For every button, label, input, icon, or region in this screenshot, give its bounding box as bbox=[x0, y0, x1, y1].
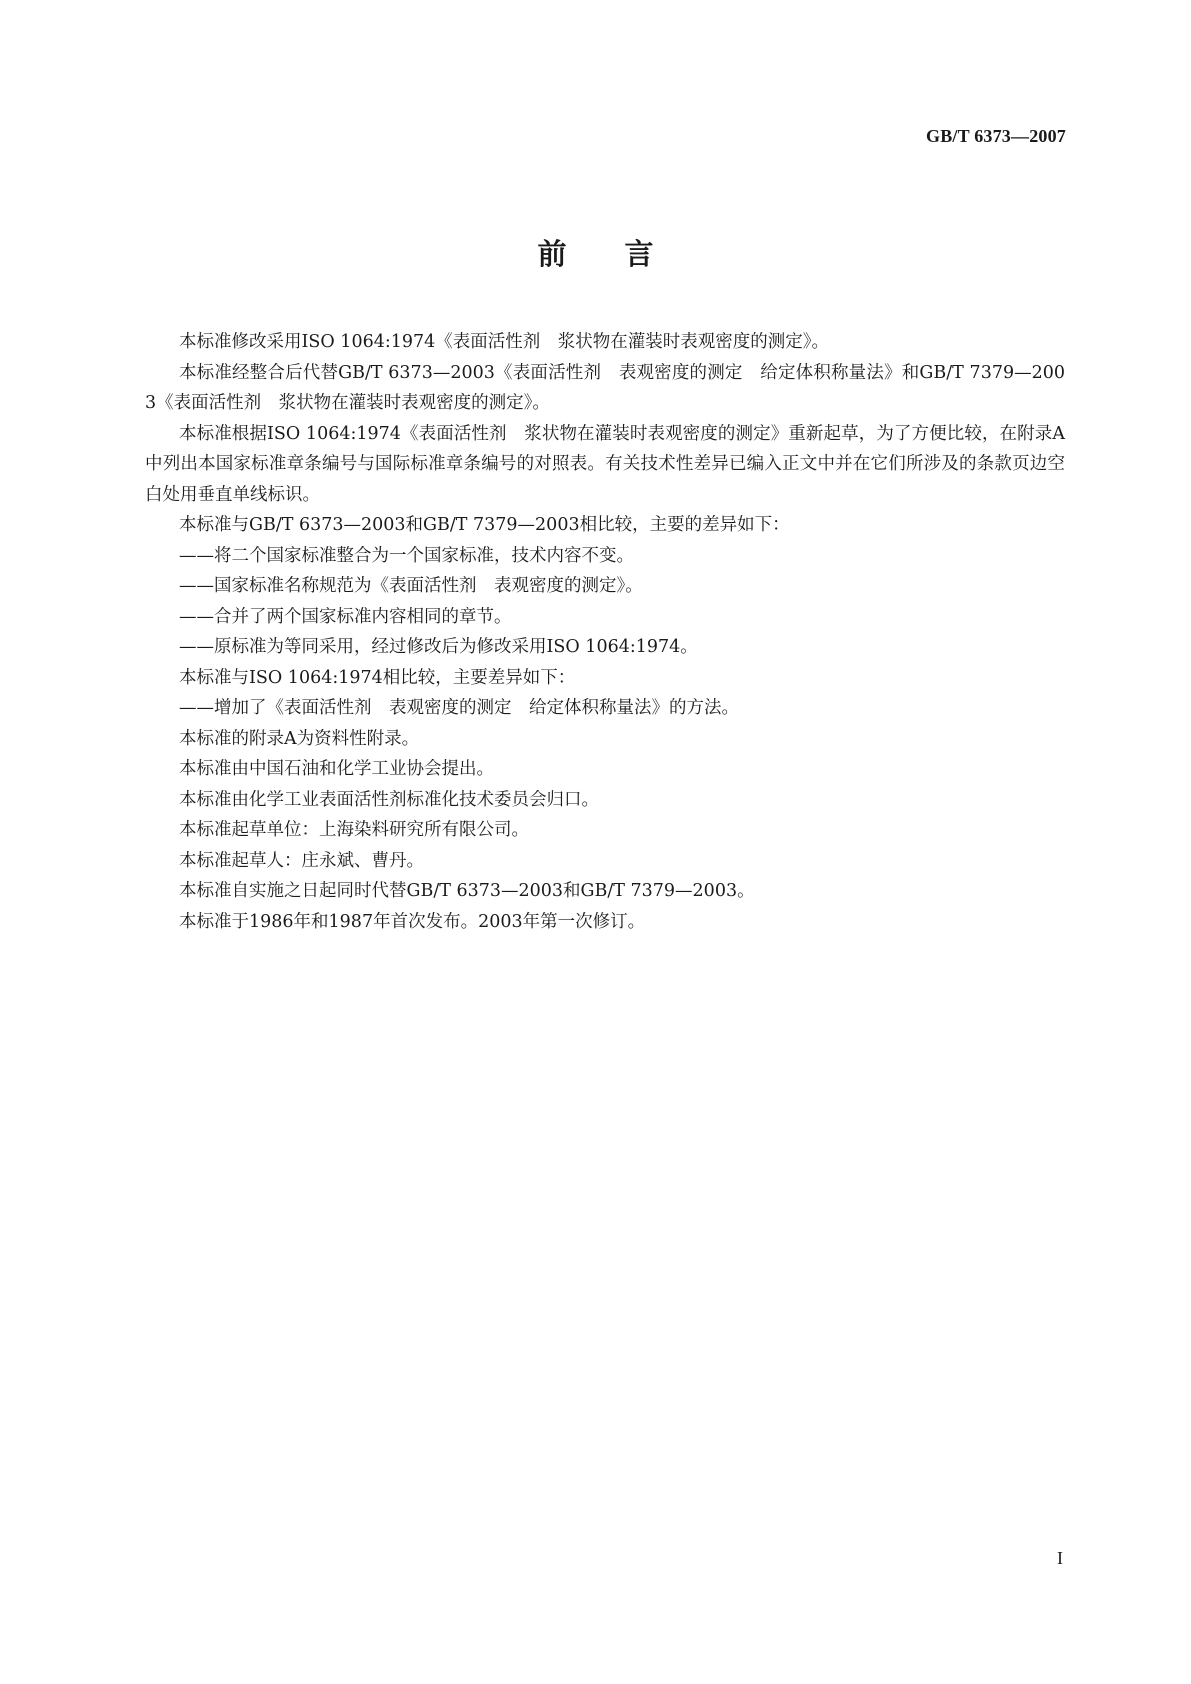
list-item: ——将二个国家标准整合为一个国家标准，技术内容不变。 bbox=[179, 545, 634, 566]
paragraph: 本标准起草人：庄永斌、曹丹。 bbox=[179, 850, 424, 871]
list-item: ——增加了《表面活性剂 表观密度的测定 给定体积称量法》的方法。 bbox=[179, 698, 739, 718]
title-char-2: 言 bbox=[624, 237, 654, 271]
page-number: I bbox=[1057, 1548, 1063, 1568]
paragraph: 本标准与GB/T 6373—2003和GB/T 7379—2003相比较，主要的差异如下： bbox=[179, 515, 790, 535]
paragraph: 本标准与ISO 1064:1974相比较，主要差异如下： bbox=[179, 667, 576, 688]
paragraph: 本标准根据ISO 1064:1974《表面活性剂 浆状物在灌装时表观密度的测定》重新起草，为了方便比较，在附录A中列出本国家标准章条编号与国际标准章条编号的对照表。有关技术性差异已编入正文中并在它们所涉及的条款页边空白处用垂直单线标识。 bbox=[145, 423, 1065, 505]
list-item: ——原标准为等同采用，经过修改后为修改采用ISO 1064:1974。 bbox=[179, 637, 698, 657]
paragraph: 本标准自实施之日起同时代替GB/T 6373—2003和GB/T 7379—2003。 bbox=[179, 881, 755, 901]
standard-code: GB/T 6373—2007 bbox=[926, 126, 1066, 146]
paragraph: 本标准修改采用ISO 1064:1974《表面活性剂 浆状物在灌装时表观密度的测定》。 bbox=[179, 332, 830, 352]
foreword-body bbox=[145, 327, 1065, 937]
page-title bbox=[0, 232, 1191, 273]
paragraph: 本标准由化学工业表面活性剂标准化技术委员会归口。 bbox=[179, 789, 599, 810]
list-item: ——合并了两个国家标准内容相同的章节。 bbox=[179, 606, 512, 627]
list-item: ——国家标准名称规范为《表面活性剂 表观密度的测定》。 bbox=[179, 576, 643, 596]
paragraph: 本标准的附录A为资料性附录。 bbox=[179, 728, 420, 749]
paragraph: 本标准经整合后代替GB/T 6373—2003《表面活性剂 表观密度的测定 给定体积称量法》和GB/T 7379—2003《表面活性剂 浆状物在灌装时表观密度的测定》。 bbox=[145, 362, 1065, 413]
paragraph: 本标准于1986年和1987年首次发布。2003年第一次修订。 bbox=[179, 911, 646, 932]
title-char-1: 前 bbox=[537, 237, 567, 271]
paragraph: 本标准由中国石油和化学工业协会提出。 bbox=[179, 759, 494, 779]
paragraph: 本标准起草单位：上海染料研究所有限公司。 bbox=[179, 820, 529, 840]
